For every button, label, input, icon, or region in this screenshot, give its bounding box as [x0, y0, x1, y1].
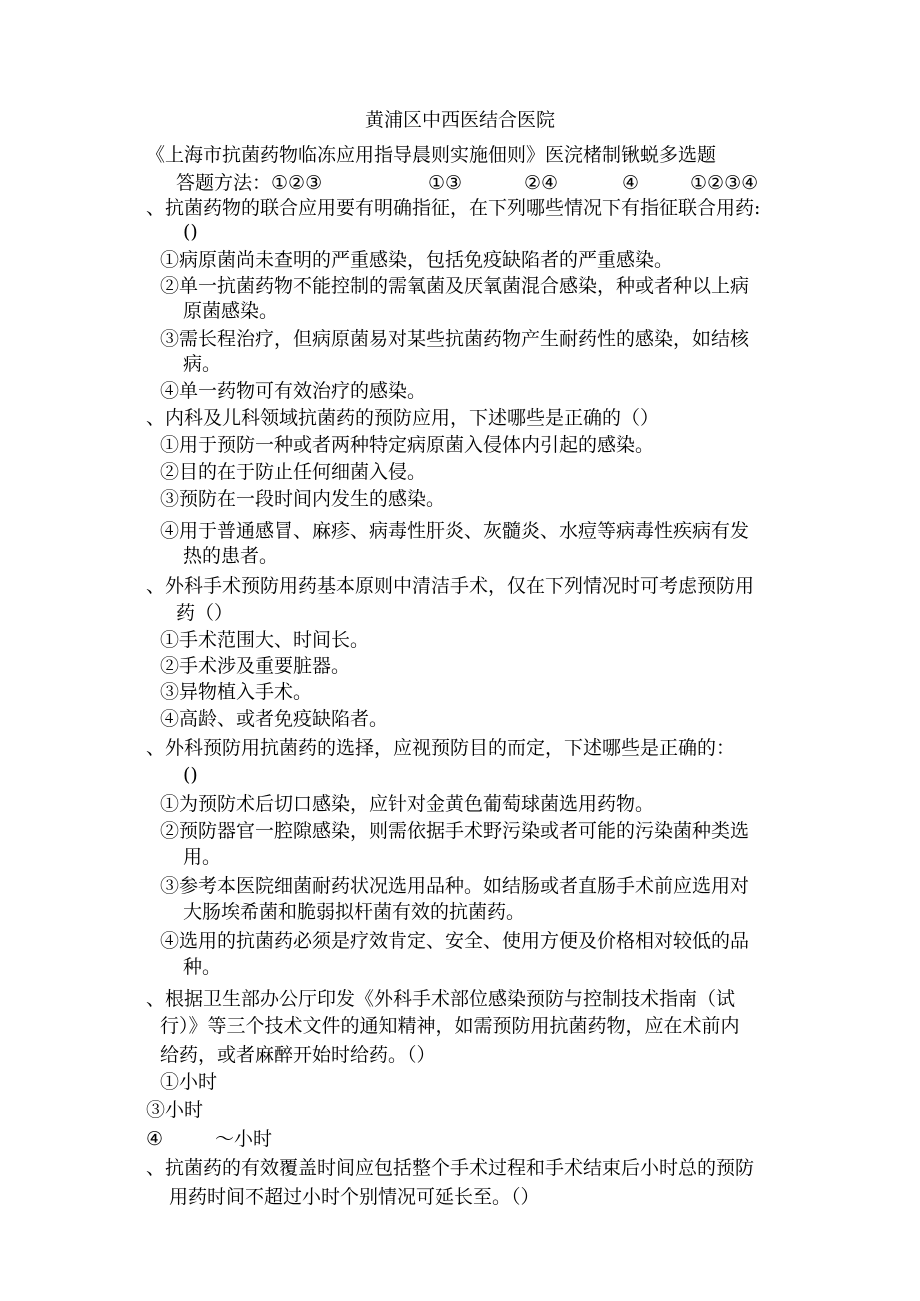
question-option: ④: [146, 1128, 164, 1150]
question-option: ①为预防术后切口感染，应针对金黄色葡萄球菌选用药物。: [160, 793, 655, 815]
question-option: ①手术范围大、时间长。: [160, 629, 370, 651]
answer-method-label: 答题方法：: [176, 172, 272, 194]
question-option: ④用于普通感冒、麻疹、病毒性肝炎、灰髓炎、水痘等病毒性疾病有发: [160, 520, 750, 542]
question-option: ④高龄、或者免疫缺陷者。: [160, 708, 389, 730]
question-stem: 、外科手术预防用药基本原则中清洁手术，仅在下列情况时可考虑预防用: [146, 575, 755, 597]
question-option: ②预防器官一腔隙感染，则需依据手术野污染或者可能的污染菌种类选: [160, 820, 750, 842]
question-option: ③需长程治疗，但病原菌易对某些抗菌药物产生耐药性的感染，如结核: [160, 328, 750, 350]
question-option: ④选用的抗菌药必须是疗效肯定、安全、使用方便及价格相对较低的品: [160, 930, 750, 952]
question-stem: 、抗菌药物的联合应用要有明确指征，在下列哪些情况下有指征联合用药:: [146, 197, 761, 219]
question-option: ②手术涉及重要脏器。: [160, 655, 351, 677]
question-option: 大肠埃希菌和脆弱拟杆菌有效的抗菌药。: [183, 901, 526, 923]
question-option: 病。: [183, 353, 222, 375]
question-option: 用。: [183, 846, 222, 868]
question-option: ④单一药物可有效治疗的感染。: [160, 380, 427, 402]
answer-option-e: ①②③④: [690, 172, 759, 194]
question-option: 原菌感染。: [183, 300, 279, 322]
question-stem: 行）》等三个技术文件的通知精神，如需预防用抗菌药物，应在术前内: [160, 1015, 740, 1037]
question-option: ～小时: [215, 1128, 273, 1150]
question-option: 种。: [183, 956, 222, 978]
question-stem: (): [183, 221, 198, 243]
question-stem: 用药时间不超过小时个别情况可延长至。（）: [169, 1186, 540, 1208]
question-option: ③小时: [146, 1099, 204, 1121]
question-option: ③异物植入手术。: [160, 681, 313, 703]
question-stem: 、根据卫生部办公厅印发《外科手术部位感染预防与控制技术指南（试: [146, 988, 736, 1010]
question-option: ①用于预防一种或者两种特定病原菌入侵体内引起的感染。: [160, 434, 655, 456]
question-option: ①病原菌尚未查明的严重感染，包括免疫缺陷者的严重感染。: [160, 249, 674, 271]
question-option: ②单一抗菌药物不能控制的需氧菌及厌氧菌混合感染，种或者种以上病: [160, 275, 750, 297]
question-option: ③预防在一段时间内发生的感染。: [160, 488, 446, 510]
answer-option-c: ②④: [524, 172, 559, 194]
hospital-title: 黄浦区中西医结合医院: [364, 109, 555, 131]
answer-option-b: ①③: [428, 172, 463, 194]
answer-option-d: ④: [622, 172, 640, 194]
question-stem: 给药，或者麻醉开始时给药。（）: [160, 1044, 436, 1066]
question-option: ①小时: [160, 1071, 218, 1093]
question-stem: (): [183, 764, 198, 786]
question-stem: 、内科及儿科领域抗菌药的预防应用，下述哪些是正确的（）: [146, 407, 660, 429]
document-subtitle: 《上海市抗菌药物临冻应用指导晨则实施佃则》医浣楮制锹蜕多选题: [146, 144, 717, 166]
question-stem: 、外科预防用抗菌药的选择，应视预防目的而定，下述哪些是正确的：: [146, 737, 736, 759]
question-option: 热的患者。: [183, 545, 279, 567]
question-option: ②目的在于防止任何细菌入侵。: [160, 461, 427, 483]
answer-option-a: ①②③: [271, 172, 323, 194]
question-option: ③参考本医院细菌耐药状况选用品种。如结肠或者直肠手术前应选用对: [160, 875, 750, 897]
question-stem: 、抗菌药的有效覆盖时间应包括整个手术过程和手术结束后小时总的预防: [146, 1157, 755, 1179]
question-stem: 药（）: [176, 602, 234, 624]
